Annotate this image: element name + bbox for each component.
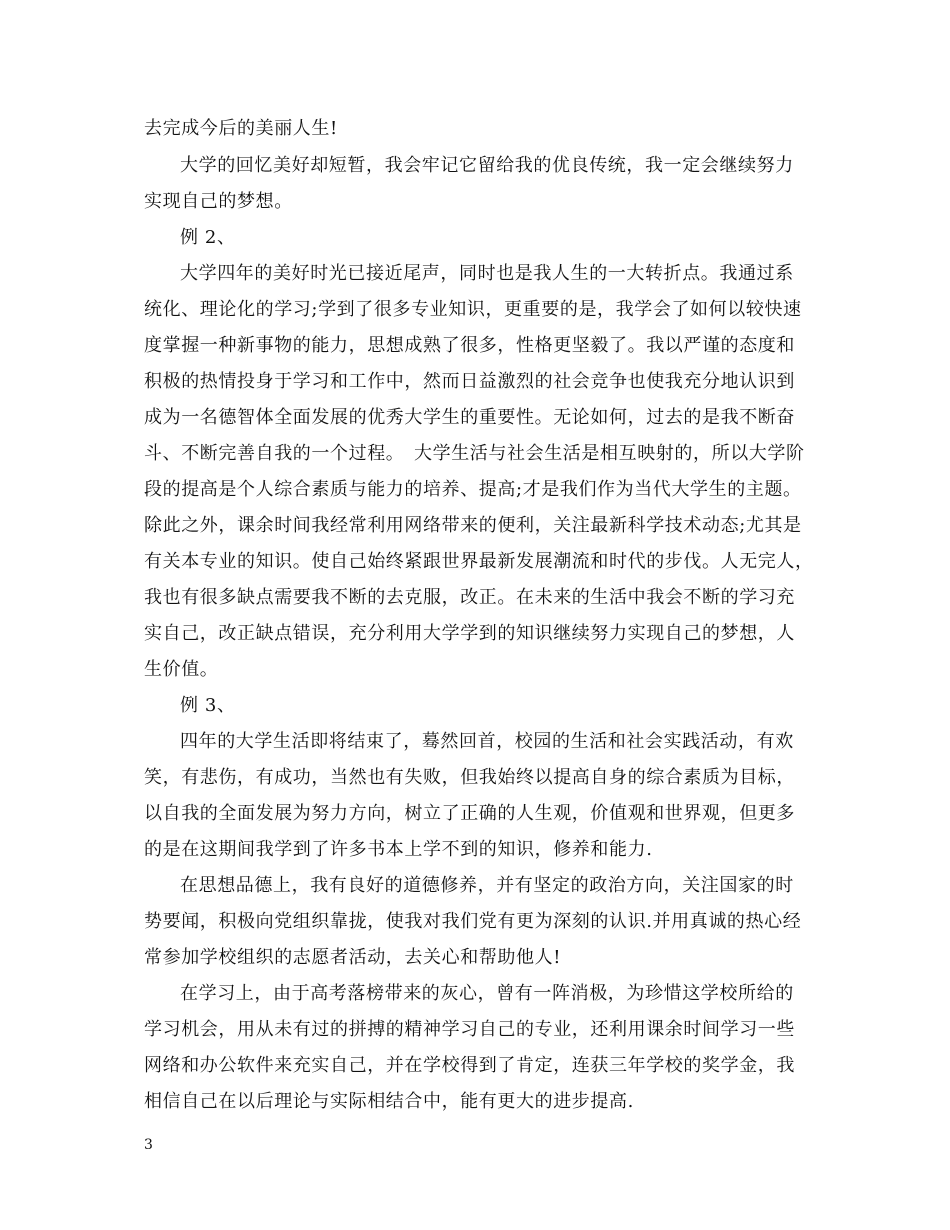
- text-line: 我也有很多缺点需要我不断的去克服，改正。在未来的生活中我会不断的学习充: [144, 587, 795, 608]
- text-line: 相信自己在以后理论与实际相结合中，能有更大的进步提高.: [144, 1091, 634, 1112]
- text-line: 学习机会，用从未有过的拼搏的精神学习自己的专业，还利用课余时间学习一些: [144, 1019, 795, 1040]
- text-line: 度掌握一种新事物的能力，思想成熟了很多，性格更坚毅了。我以严谨的态度和: [144, 335, 795, 356]
- text-line: 笑，有悲伤，有成功，当然也有失败，但我始终以提高自身的综合素质为目标，: [144, 767, 795, 788]
- text-line: 去完成今后的美丽人生!: [144, 118, 338, 139]
- text-line: 统化、理论化的学习;学到了很多专业知识，更重要的是，我学会了如何以较快速: [144, 299, 802, 320]
- text-line: 四年的大学生活即将结束了，蓦然回首，校园的生活和社会实践活动，有欢: [180, 731, 794, 752]
- text-line: 以自我的全面发展为努力方向，树立了正确的人生观，价值观和世界观，但更多: [144, 803, 795, 824]
- text-line: 段的提高是个人综合素质与能力的培养、提高;才是我们作为当代大学生的主题。: [144, 479, 802, 500]
- text-line: 势要闻，积极向党组织靠拢，使我对我们党有更为深刻的认识.并用真诚的热心经: [144, 911, 802, 932]
- text-line: 积极的热情投身于学习和工作中，然而日益激烈的社会竞争也使我充分地认识到: [144, 371, 795, 392]
- text-line: 生价值。: [144, 659, 219, 680]
- example-heading: 例 2、: [180, 227, 236, 248]
- text-line: 大学四年的美好时光已接近尾声，同时也是我人生的一大转折点。我通过系: [180, 263, 794, 284]
- text-line: 斗、不断完善自我的一个过程。 大学生活与社会生活是相互映射的，所以大学阶: [144, 443, 805, 464]
- text-line: 在学习上，由于高考落榜带来的灰心，曾有一阵消极，为珍惜这学校所给的: [180, 983, 794, 1004]
- text-line: 有关本专业的知识。使自己始终紧跟世界最新发展潮流和时代的步伐。人无完人，: [144, 551, 814, 572]
- text-line: 在思想品德上，我有良好的道德修养，并有坚定的政治方向，关注国家的时: [180, 875, 794, 896]
- text-line: 常参加学校组织的志愿者活动，去关心和帮助他人!: [144, 947, 562, 968]
- text-line: 网络和办公软件来充实自己，并在学校得到了肯定，连获三年学校的奖学金，我: [144, 1055, 795, 1076]
- example-heading: 例 3、: [180, 695, 236, 716]
- text-line: 大学的回忆美好却短暂，我会牢记它留给我的优良传统，我一定会继续努力: [180, 155, 794, 176]
- page-number: 3: [144, 1137, 153, 1153]
- text-line: 除此之外，课余时间我经常利用网络带来的便利，关注最新科学技术动态;尤其是: [144, 515, 802, 536]
- text-line: 实自己，改正缺点错误，充分利用大学学到的知识继续努力实现自己的梦想，人: [144, 623, 795, 644]
- text-line: 实现自己的梦想。: [144, 191, 293, 212]
- text-line: 成为一名德智体全面发展的优秀大学生的重要性。无论如何，过去的是我不断奋: [144, 407, 795, 428]
- text-line: 的是在这期间我学到了许多书本上学不到的知识，修养和能力.: [144, 839, 653, 860]
